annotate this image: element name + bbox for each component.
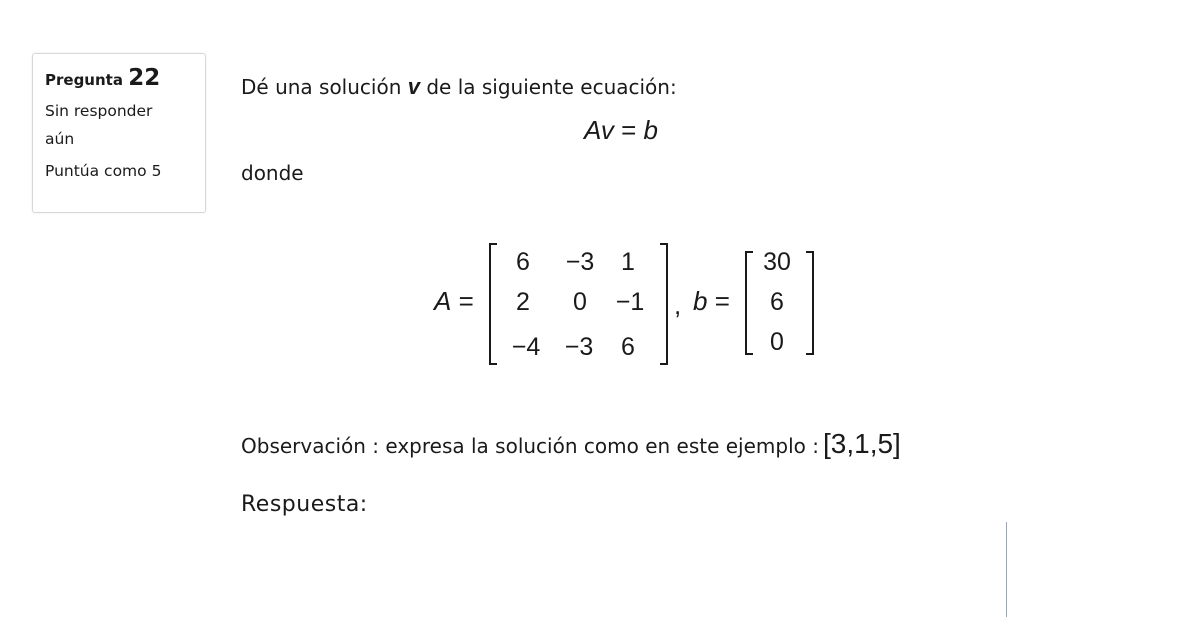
intro-variable: v bbox=[407, 74, 420, 99]
matrix-a-cell: −4 bbox=[511, 333, 541, 361]
vector-b-symbol: b bbox=[693, 286, 708, 316]
matrix-a-left-bracket bbox=[489, 243, 497, 365]
matrix-a-cell: 6 bbox=[621, 333, 635, 361]
vector-b-cell: 0 bbox=[770, 328, 784, 356]
vector-b-cell: 30 bbox=[763, 248, 791, 276]
answer-input[interactable] bbox=[1006, 522, 1007, 617]
question-number: 22 bbox=[128, 65, 161, 91]
question-grade: Puntúa como 5 bbox=[45, 162, 162, 180]
question-label: Pregunta bbox=[45, 71, 123, 89]
equation bbox=[584, 115, 658, 146]
matrix-separator: , bbox=[674, 290, 682, 320]
answer-label: Respuesta: bbox=[241, 492, 368, 517]
question-heading bbox=[45, 63, 205, 95]
equation-lhs: Av bbox=[584, 115, 614, 145]
equation-rhs: b bbox=[643, 115, 658, 145]
matrix-a-cell: 0 bbox=[573, 288, 587, 316]
matrix-a-cell: 1 bbox=[621, 248, 635, 276]
vector-b-cell: 6 bbox=[770, 288, 784, 316]
matrix-a-cell: −3 bbox=[565, 248, 595, 276]
question-info-box bbox=[32, 53, 206, 213]
matrix-a-cell: −1 bbox=[615, 288, 645, 316]
where-text: donde bbox=[241, 161, 304, 185]
vector-b-right-bracket bbox=[806, 251, 814, 355]
observation-example: [3,1,5] bbox=[823, 428, 901, 459]
question-status: Sin responder aún bbox=[45, 102, 153, 148]
equation-sign: = bbox=[613, 115, 644, 145]
matrix-a-cell: −3 bbox=[564, 333, 594, 361]
matrix-a-symbol: A bbox=[434, 286, 452, 316]
intro-text-before: Dé una solución bbox=[241, 75, 408, 99]
matrix-a-label bbox=[434, 286, 474, 317]
intro-text-after: de la siguiente ecuación: bbox=[420, 75, 677, 99]
matrix-a-equals: = bbox=[451, 286, 474, 316]
observation-label: Observación : expresa la solución como en este ejemplo : bbox=[241, 434, 819, 458]
observation-text bbox=[241, 428, 901, 460]
vector-b-equals: = bbox=[707, 286, 730, 316]
matrix-a-cell: 6 bbox=[516, 248, 530, 276]
vector-b-left-bracket bbox=[745, 251, 753, 355]
matrix-a-right-bracket bbox=[660, 243, 668, 365]
vector-b-label bbox=[693, 286, 730, 317]
question-intro bbox=[241, 74, 677, 100]
matrix-a-cell: 2 bbox=[516, 288, 530, 316]
